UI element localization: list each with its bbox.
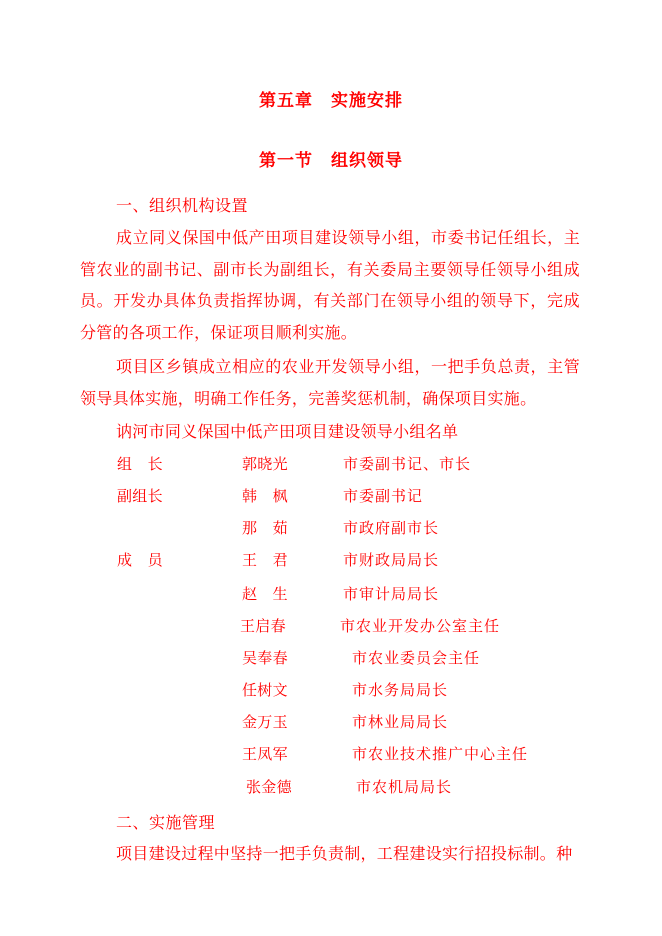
chapter-title: 第五章 实施安排	[259, 91, 403, 111]
member-role: 成 员	[117, 551, 163, 569]
member-post: 市农业开发办公室主任	[340, 617, 501, 635]
member-row	[0, 517, 662, 541]
member-name: 那 茹	[242, 519, 288, 537]
member-post: 市委副书记、市长	[343, 455, 472, 473]
member-name: 韩 枫	[242, 487, 288, 505]
paragraph-implementation: 项目建设过程中坚持一把手负责制，工程建设实行招投标制。种	[116, 844, 573, 863]
member-row	[0, 711, 662, 735]
heading-organization: 一、组织机构设置	[116, 196, 249, 215]
member-name: 王启春	[240, 617, 286, 635]
member-list-title: 讷河市同义保国中低产田项目建设领导小组名单	[116, 422, 459, 441]
member-row	[0, 485, 662, 509]
paragraph-township-group: 项目区乡镇成立相应的农业开发领导小组，一把手负总责，主管领导具体实施，明确工作任务，完善奖惩机制，确保项目实施。	[80, 357, 580, 408]
member-row	[0, 615, 662, 639]
member-row	[0, 583, 662, 607]
heading-implementation: 二、实施管理	[116, 813, 216, 832]
member-post: 市委副书记	[343, 487, 424, 505]
member-role: 副组长	[117, 487, 163, 505]
member-name: 吴奉春	[242, 649, 288, 667]
member-name: 任树文	[242, 681, 288, 699]
member-name: 张金德	[246, 778, 292, 796]
member-post: 市农业技术推广中心主任	[352, 745, 529, 763]
member-post: 市审计局局长	[343, 585, 440, 603]
member-row	[0, 453, 662, 477]
member-row	[0, 647, 662, 671]
member-name: 赵 生	[242, 585, 288, 603]
member-row	[0, 743, 662, 767]
member-row	[0, 679, 662, 703]
member-name: 郭晓光	[242, 455, 288, 473]
member-row	[0, 776, 662, 800]
member-name: 王凤军	[242, 745, 288, 763]
member-name: 金万玉	[242, 713, 288, 731]
member-post: 市政府副市长	[343, 519, 440, 537]
member-post: 市林业局局长	[352, 713, 449, 731]
member-name: 王 君	[242, 551, 288, 569]
member-post: 市水务局局长	[352, 681, 449, 699]
member-row	[0, 549, 662, 573]
paragraph-leadership-group: 成立同义保国中低产田项目建设领导小组，市委书记任组长，主管农业的副书记、副市长为副组长，有关委局主要领导任领导小组成员。开发办具体负责指挥协调，有关部门在领导小组的领导下，完成分管的各项工作，保证项目顺利实施。	[80, 228, 580, 342]
member-post: 市农机局局长	[356, 778, 453, 796]
section-title: 第一节 组织领导	[259, 151, 403, 171]
member-role: 组 长	[117, 455, 163, 473]
member-post: 市农业委员会主任	[352, 649, 481, 667]
member-post: 市财政局局长	[343, 551, 440, 569]
